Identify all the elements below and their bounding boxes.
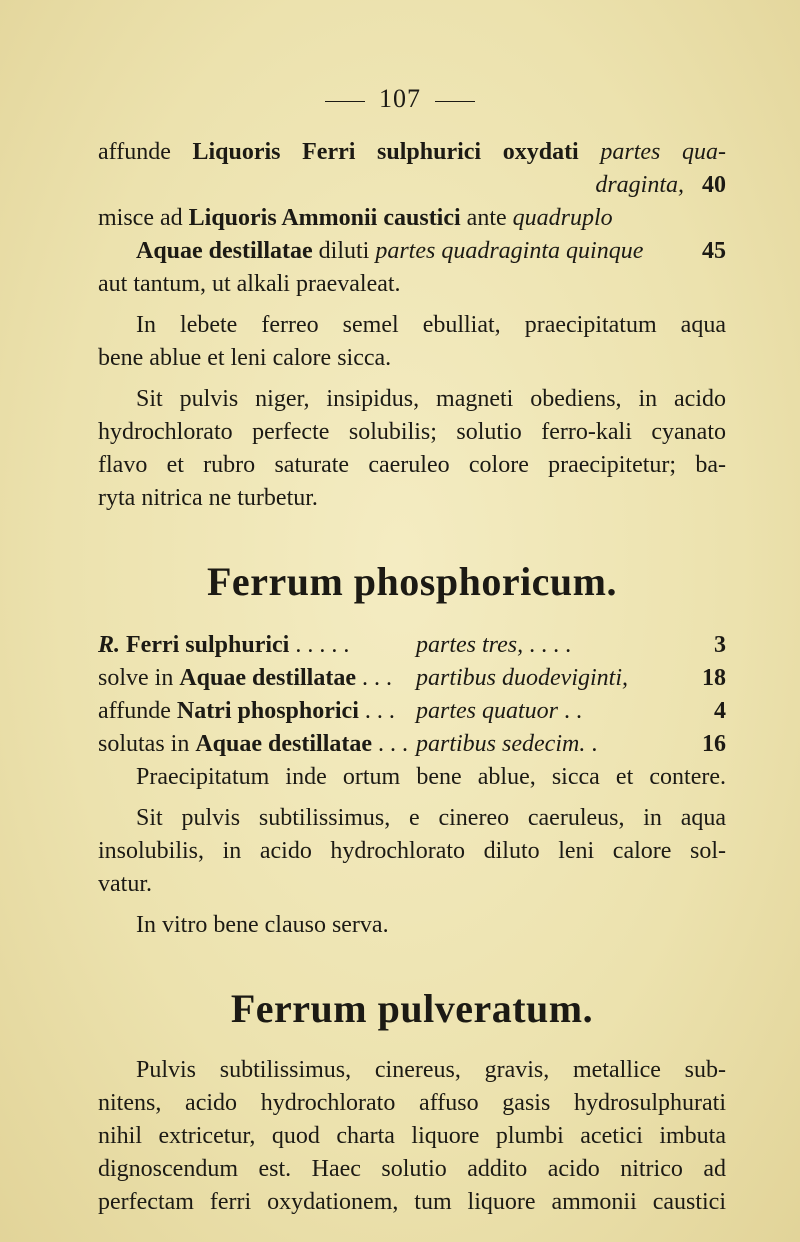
text-line: insolubilis, in acido hydrochlorato diluto leni calore sol- [98, 838, 726, 864]
text-line: In vitro bene clauso serva. [136, 912, 389, 938]
text-line: bene ablue et leni calore sicca. [98, 345, 392, 371]
text-line: Pulvis subtilissimus, cinereus, gravis, metallice sub- [136, 1057, 726, 1083]
recipe-row: solutas in Aquae destillatae . . . partibus sedecim. . 16 [98, 731, 726, 757]
text-line: dignoscendum est. Haec solutio addito acido nitrico ad [98, 1156, 726, 1182]
page-number: 107 [379, 84, 421, 113]
text-line: vatur. [98, 871, 152, 897]
text-line: ryta nitrica ne turbetur. [98, 485, 318, 511]
section-heading: Ferrum pulveratum. [230, 986, 594, 1031]
text-line: Aquae destillatae diluti partes quadraginta quinque 45 [136, 238, 726, 264]
text-line: Sit pulvis subtilissimus, e cinereo caeruleus, in aqua [136, 805, 726, 831]
text-line: hydrochlorato perfecte solubilis; solutio ferro-kali cyanato [98, 419, 726, 445]
text-line: nitens, acido hydrochlorato affuso gasis hydrosulphurati [98, 1090, 726, 1116]
recipe-row: R. Ferri sulphurici . . . . . partes tres, . . . . 3 [98, 632, 726, 658]
page-body [98, 136, 726, 1219]
section-heading: Ferrum phosphoricum. [207, 559, 617, 604]
text-line: affunde Liquoris Ferri sulphurici oxydati partes qua- [98, 139, 726, 165]
recipe-row: affunde Natri phosphorici . . . partes quatuor . . 4 [98, 698, 726, 724]
text-line: In lebete ferreo semel ebulliat, praecipitatum aqua [136, 312, 726, 338]
header-dash-left [325, 101, 365, 102]
text-line: aut tantum, ut alkali praevaleat. [98, 271, 401, 297]
text-line: perfectam ferri oxydationem, tum liquore ammonii caustici [98, 1189, 726, 1215]
text-line: Sit pulvis niger, insipidus, magneti obediens, in acido [136, 386, 726, 412]
text-line: draginta, 40 [595, 172, 726, 198]
recipe-row: solve in Aquae destillatae . . . partibus duodeviginti, 18 [98, 665, 726, 691]
text-line: Praecipitatum inde ortum bene ablue, sicca et contere. [136, 764, 726, 790]
text-line: nihil extricetur, quod charta liquore plumbi acetici imbuta [98, 1123, 726, 1149]
text-line: flavo et rubro saturate caeruleo colore praecipitetur; ba- [98, 452, 726, 478]
recipe-list [98, 629, 726, 761]
text-line: misce ad Liquoris Ammonii caustici ante quadruplo [98, 205, 613, 231]
header-dash-right [435, 101, 475, 102]
page-header [0, 84, 800, 114]
